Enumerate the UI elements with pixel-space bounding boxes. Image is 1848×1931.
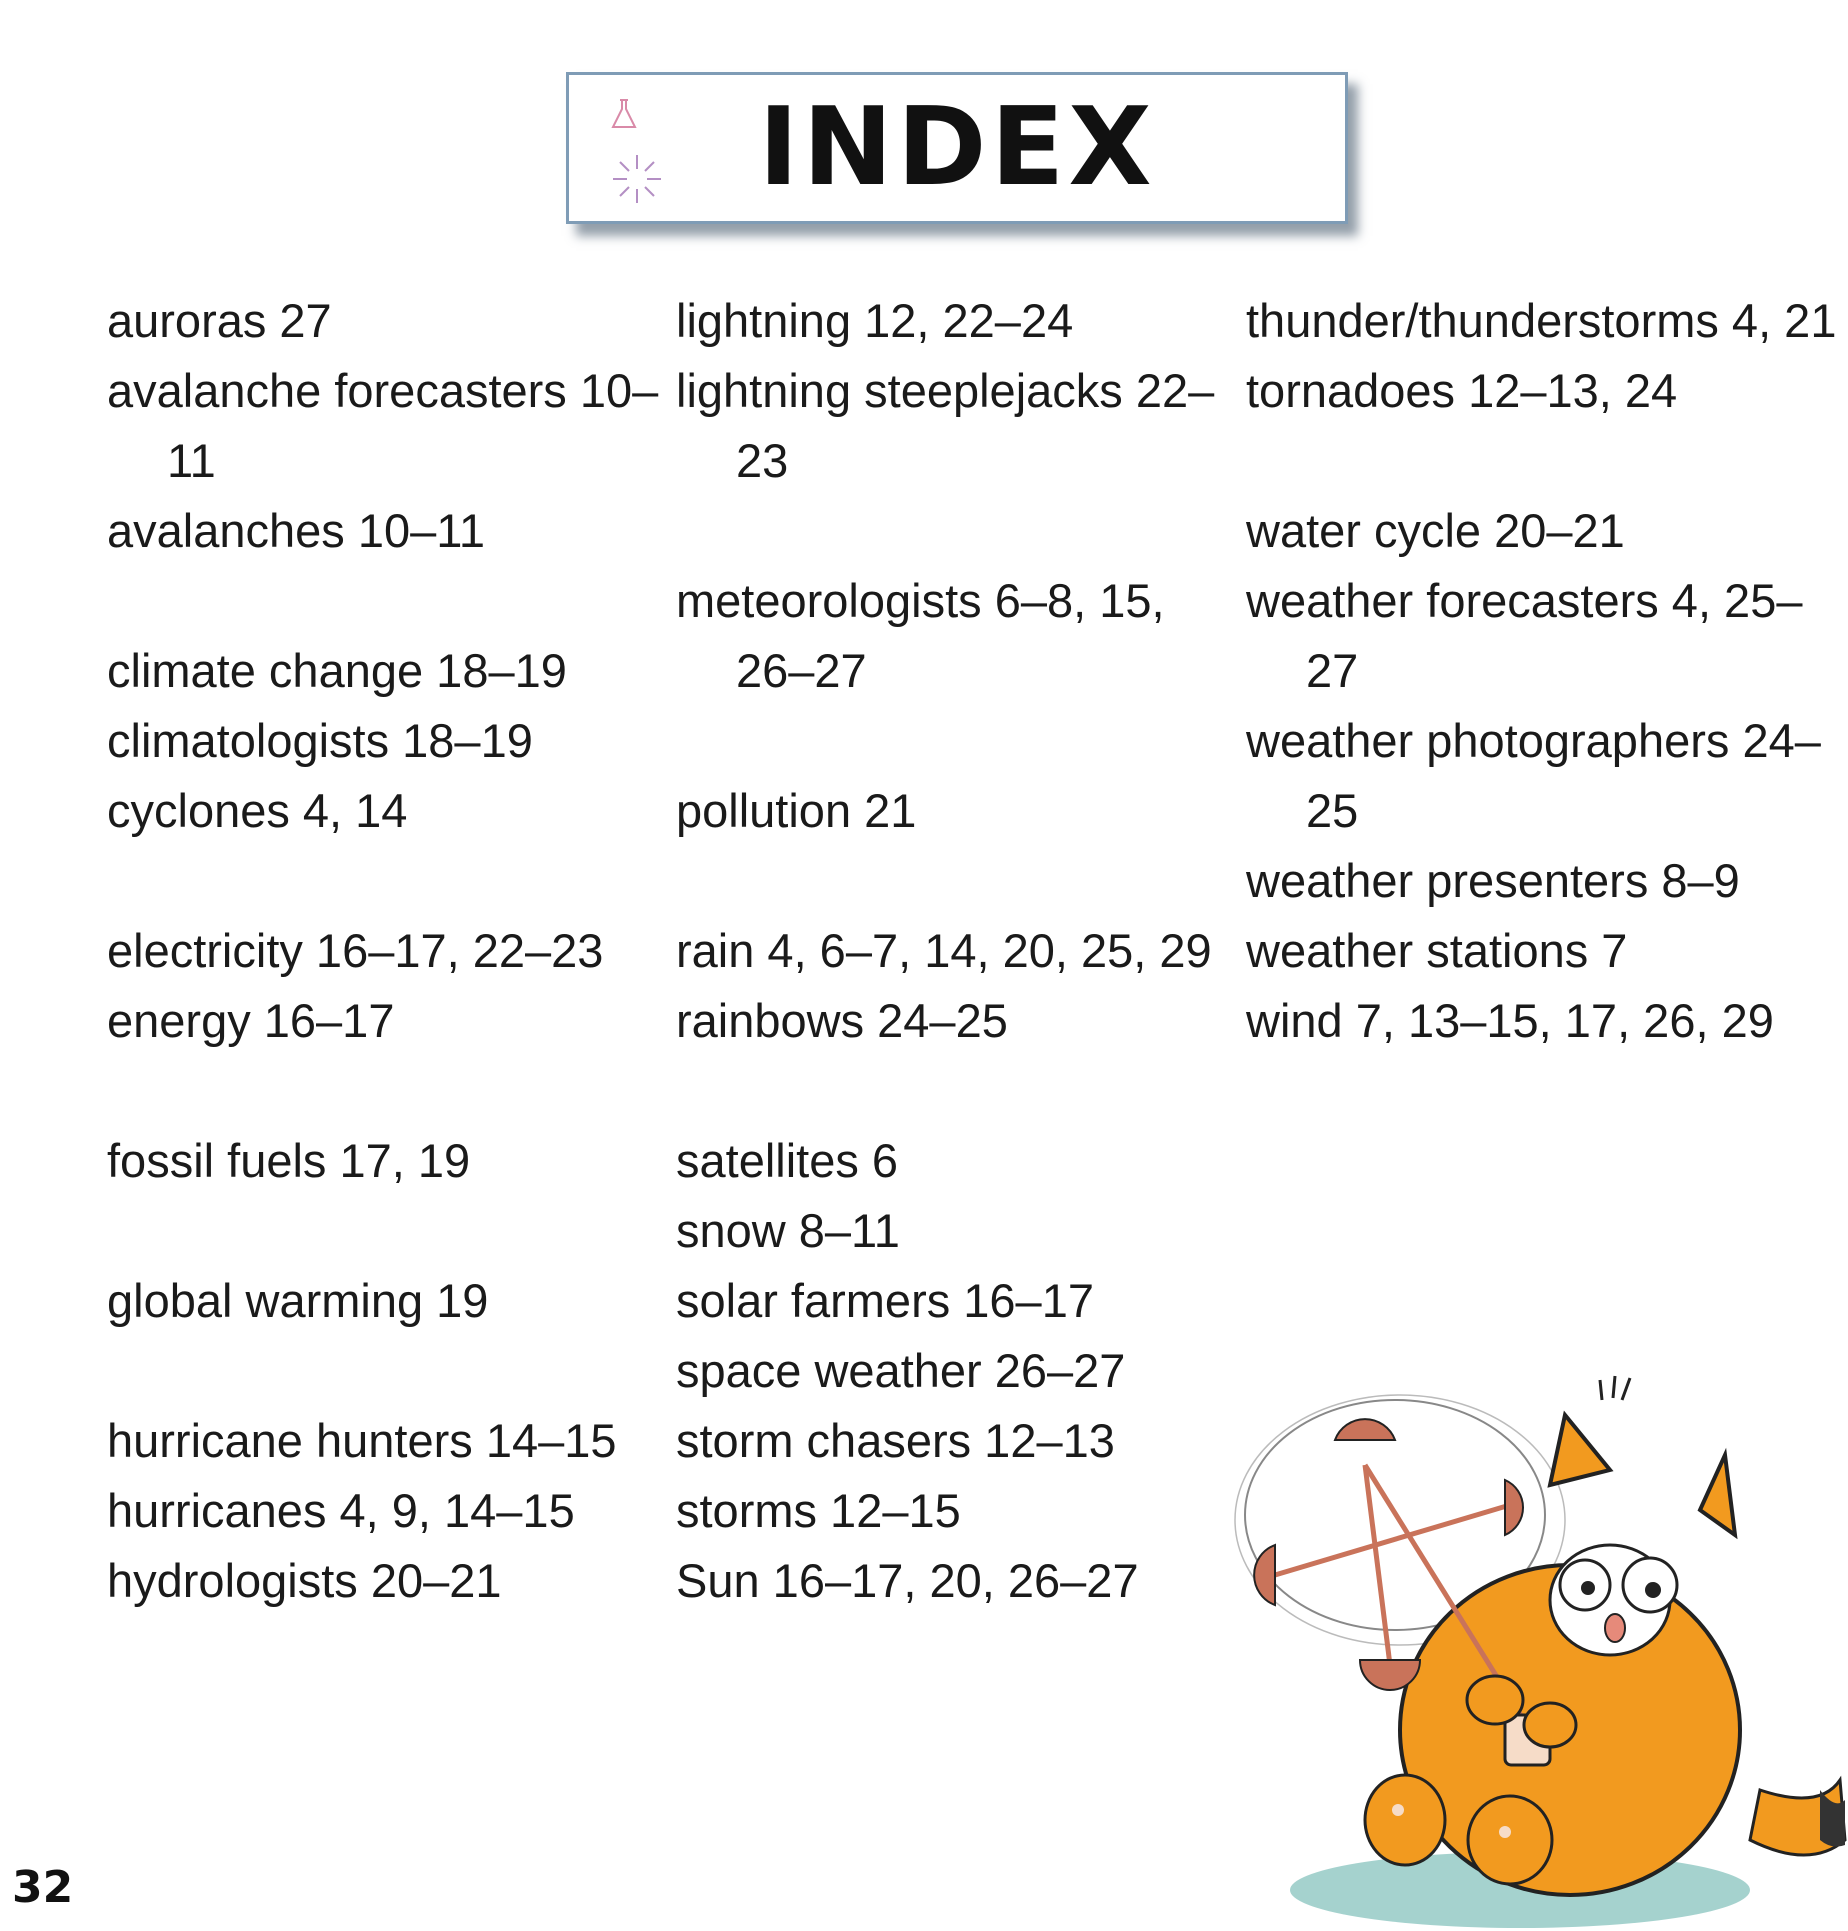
index-entry: weather photographers 24–25 — [1246, 714, 1821, 837]
index-entry: satellites 6 — [676, 1134, 899, 1187]
index-section-gap — [676, 706, 1236, 776]
index-section-gap — [107, 566, 667, 636]
index-section-gap — [107, 846, 667, 916]
index-entry: energy 16–17 — [107, 994, 395, 1047]
index-entry: hurricanes 4, 9, 14–15 — [107, 1484, 575, 1537]
index-entry: snow 8–11 — [676, 1204, 900, 1257]
index-section-gap — [676, 496, 1236, 566]
index-entry: pollution 21 — [676, 784, 917, 837]
index-entry: lightning 12, 22–24 — [676, 294, 1074, 347]
index-section-gap — [107, 1056, 667, 1126]
index-column-2 — [676, 286, 1236, 1616]
cat-with-anemometer-illustration — [1220, 1370, 1848, 1931]
index-entry: hurricane hunters 14–15 — [107, 1414, 617, 1467]
index-entry: auroras 27 — [107, 294, 332, 347]
index-entry: avalanches 10–11 — [107, 504, 486, 557]
index-section-gap — [676, 1056, 1236, 1126]
index-entry: rainbows 24–25 — [676, 994, 1008, 1047]
index-section-gap — [676, 846, 1236, 916]
index-entry: wind 7, 13–15, 17, 26, 29 — [1246, 994, 1774, 1047]
index-entry: fossil fuels 17, 19 — [107, 1134, 471, 1187]
index-section-gap — [1246, 426, 1846, 496]
index-entry: tornadoes 12–13, 24 — [1246, 364, 1678, 417]
title-banner — [566, 72, 1348, 224]
index-title: INDEX — [758, 85, 1156, 210]
page-number: 32 — [12, 1862, 74, 1913]
index-entry: weather forecasters 4, 25–27 — [1246, 574, 1803, 697]
index-entry: weather presenters 8–9 — [1246, 854, 1740, 907]
index-entry: global warming 19 — [107, 1274, 489, 1327]
index-entry: electricity 16–17, 22–23 — [107, 924, 604, 977]
index-entry: lightning steeplejacks 22–23 — [676, 364, 1215, 487]
index-entry: water cycle 20–21 — [1246, 504, 1625, 557]
index-entry: meteorologists 6–8, 15, 26–27 — [676, 574, 1165, 697]
index-entry: solar farmers 16–17 — [676, 1274, 1094, 1327]
index-entry: weather stations 7 — [1246, 924, 1628, 977]
index-column-3 — [1246, 286, 1846, 1056]
index-entry: rain 4, 6–7, 14, 20, 25, 29 — [676, 924, 1212, 977]
index-entry: cyclones 4, 14 — [107, 784, 408, 837]
index-entry: climate change 18–19 — [107, 644, 567, 697]
index-entry: space weather 26–27 — [676, 1344, 1126, 1397]
index-entry: avalanche forecasters 10–11 — [107, 364, 659, 487]
index-section-gap — [107, 1336, 667, 1406]
index-column-1 — [107, 286, 667, 1616]
index-entry: hydrologists 20–21 — [107, 1554, 502, 1607]
index-entry: storm chasers 12–13 — [676, 1414, 1115, 1467]
index-entry: thunder/thunderstorms 4, 21 — [1246, 294, 1837, 347]
index-section-gap — [107, 1196, 667, 1266]
index-entry: Sun 16–17, 20, 26–27 — [676, 1554, 1139, 1607]
index-entry: climatologists 18–19 — [107, 714, 533, 767]
index-entry: storms 12–15 — [676, 1484, 961, 1537]
